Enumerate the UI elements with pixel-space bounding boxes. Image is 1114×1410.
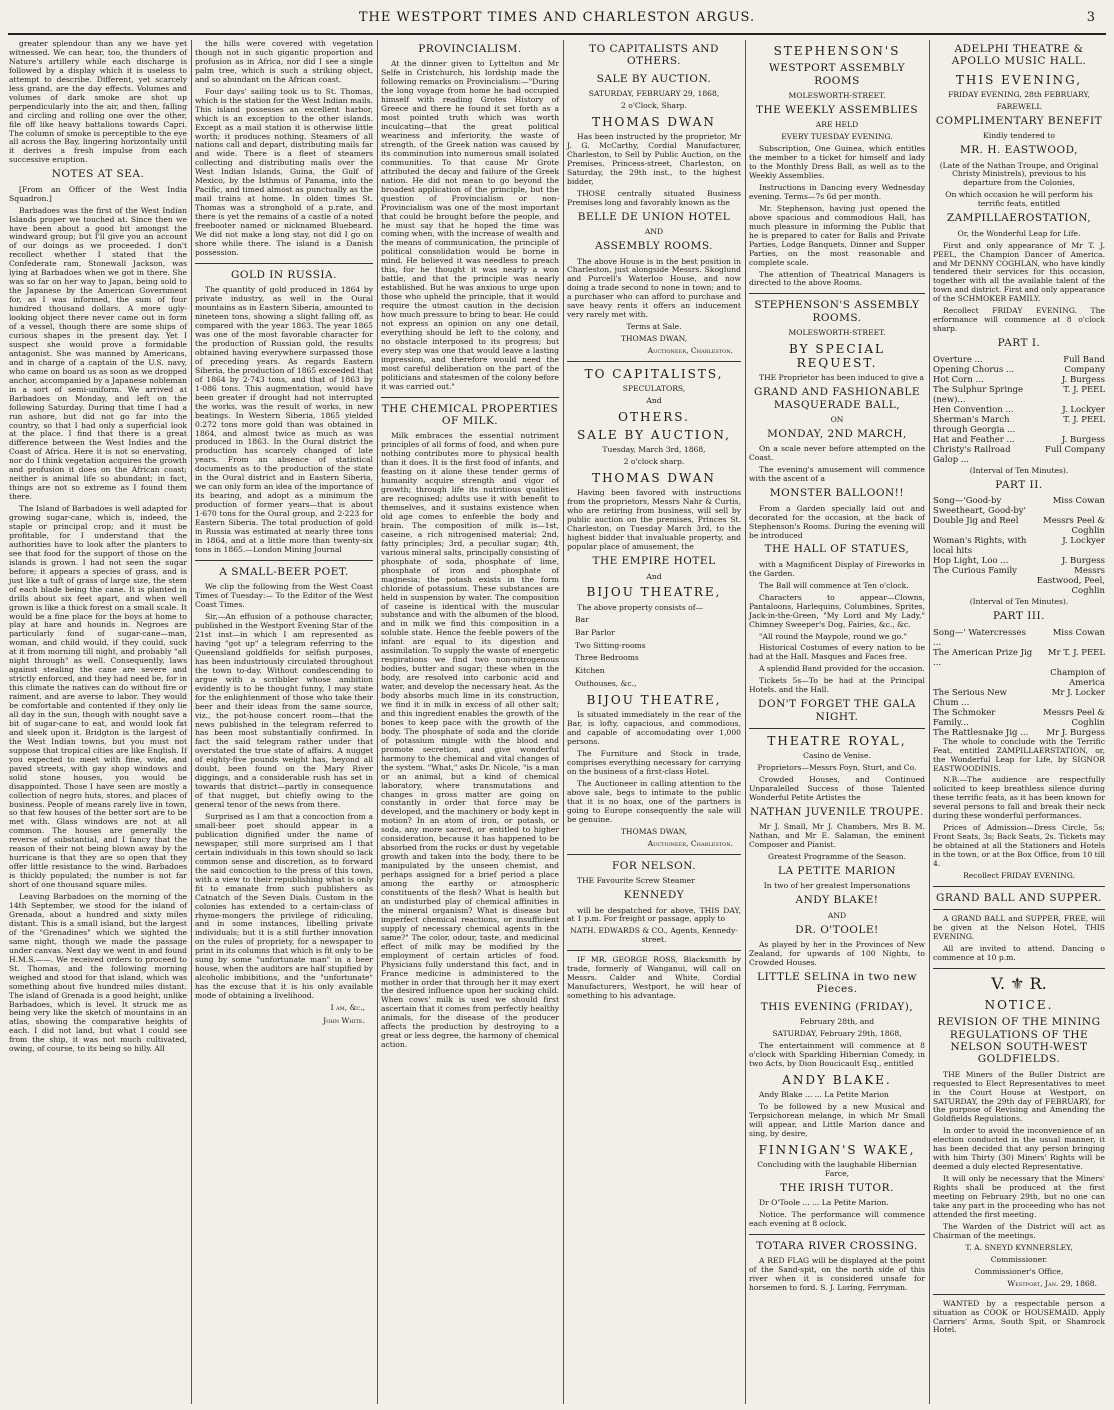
centered-line: AND xyxy=(644,227,664,237)
centered-line: On which occasion he will perform his terrific feats, entitled xyxy=(945,190,1093,209)
paragraph: In order to avoid the inconvenience of an election conducted in the usual manner, it has been decided that any person bringing with him Thirty (30) Miners' Rights will be deemed a duly elected Representative. xyxy=(933,1126,1105,1172)
section-rule xyxy=(381,397,559,398)
paragraph: On a scale never before attempted on the Coast. xyxy=(749,444,925,463)
programme-item: Hot Corn ... xyxy=(933,374,984,385)
programme-performer: Messrs Peel & Coghlin xyxy=(1043,707,1105,728)
programme-row xyxy=(933,556,1105,566)
programme-performer: J. Burgess xyxy=(1061,374,1105,385)
centered-line: Kindly tendered to xyxy=(983,131,1055,141)
section-rule xyxy=(567,361,741,362)
programme-row xyxy=(933,355,1105,365)
centered-line: Or, the Wonderful Leap for Life. xyxy=(957,228,1081,238)
paragraph: All are invited to attend. Dancing o‍‍‌ commence at 10 p.m. xyxy=(933,944,1105,963)
centered-line: THOMAS DWAN, xyxy=(620,334,688,344)
programme-item: The American Prize Jig ... xyxy=(933,647,1033,668)
programme-performer: Messrs Eastwood, Peel, Coghlin xyxy=(1036,566,1105,597)
programme-item: Opening Chorus ... xyxy=(933,364,1015,375)
programme-row xyxy=(933,365,1105,375)
paragraph: The Auctioneer in calling attention to the above sale, begs to intimate to the public that it is no hoax, one of the partners is going to Europe consequently the sale will be genuine. xyxy=(567,779,741,824)
centered-line: Casino de Venise. xyxy=(803,751,871,761)
paragraph: with a Magnificent Display of Fireworks in the Garden. xyxy=(749,559,925,578)
centered-line: ARE HELD xyxy=(815,120,859,130)
display-headline: THIS EVENING, xyxy=(955,72,1083,87)
signature-line: John White. xyxy=(323,1016,365,1026)
paragraph: Four days' sailing took us to St. Thomas, which is the station for the West Indian mails. This island possesses an excellent harbor, which is an exception to the other islands. Except as a mail station it is otherwise little worth; it produces nothing. Steamers of all nations call and depart, distributing mails far and wide. There is a fleet of steamers collecting and distributing mails over the West Indian Islands, Guina, the Gulf of Mexico, by the Isthmus of Panama, into the Pacific, and timed almost as punctually as the mail trains at home. In olden times St. Thomas was a stronghold of a p.rate, and there is yet the remains of a castle of a noted freebooter named or nicknamed Bluebeard. We did not make a long stay, not did I go on shore while there. The island is a Danish possession. xyxy=(195,86,373,257)
centered-line: Recollect FRIDAY EVENING. xyxy=(963,871,1075,881)
programme-performer: Company xyxy=(1064,364,1105,375)
paragraph: Instructions in Dancing every Wednesday evening. Terms—7s 6d per month. xyxy=(749,182,925,201)
paragraph: From a Garden specially laid out and decorated for the occasion, at the back of Stephenson's Rooms. During the evening will be introduced xyxy=(749,503,925,540)
programme-item: Overture ... xyxy=(933,354,983,365)
programme-performer: Champion of America xyxy=(1050,667,1105,688)
programme-performer: Miss Cowan xyxy=(1052,627,1105,638)
display-headline: THEATRE ROYAL, xyxy=(767,734,907,748)
paragraph: Dr O'Toole ... ... La Petite Marion. xyxy=(759,1198,889,1208)
programme-row xyxy=(933,668,1105,688)
list-item: Kitchen xyxy=(575,666,605,676)
centered-line: T. A. SNEYD KYNNERSLEY, xyxy=(965,1242,1073,1252)
headline: LA PETITE MARION xyxy=(778,865,896,878)
paragraph: Milk embraces the essential nutriment principles of all forms of food, and when pure nothing contributes more to physical health than it does. It is the first food of infants, and feasting on it alone these tender germs of humanity acquire strength and vigor of growth; through life its nutritious qualities are recognised; adults use it with benefit to themselves, and it sustains existence when old age comes to enfeeble the body and brain. The composition of milk is—1st, caseine, a rich nitrogenised material; 2nd, fatty principles; 3rd, a peculiar sugar; 4th, various mineral salts, principally consisting of phosphate of soda, phosphate of lime, phosphate of iron and phosphate of magnesia; the potash exists in the form chloride of potassium. These substances are held in suspension by water. The composition of caseine is identical with the muscular substance and with the albumen of the blood, and in milk we find this composition in a soluble state. Hence the feeble powers of the infant are equal to its digestion and assimilation. To supply the waste of energetic respirations we find two non-nitrogenous bodies, butter and sugar; these when in the body, are resolved into carbonic acid and water, and develop the necessary heat. As the body absorbs much lime in its construction, we find it in milk in excess of all other salt; and this ingredient enables the growth of the bones to keep pace with the growth of the body. The phosphate of soda and the cloride of potassium mingle with the blood and promote secretion, and give wonderful harmony to the chemical and vital changes of the system. "What," asks Dr. Nicole, "is a man or an animal, but a kind of chemical laboratory, where transmutations and changes in gross matter are going on constantly in order that force may be developed, and the machinery or body kept in motion? In an atom of iron, or potash, or soda, any more sacred, or entitled to higher consideration, because it has happened to be absorbed from the rocks or dust by vegetable growth and taken into the body, there to be manipulated by the unseen chemist, and perhaps assigned for a brief period a place among the earthy or atmospheric constituents of the flesh? What is health but an undisturbed play of chemical affinities in the mineral organism? What is disease but imperfect chemical reactions, or insufficient supply of necessary chemical agents in the same?" The color, odour, taste, and medicinal effect of milk may be modified by the employment of certain articles of food. Physicians fully understand this fact, and in France medicine is administered to the mother in order that through her it may exert the desired influence upon her sucking child. When cows' milk is used we should first ascertain that it comes from perfectly healthy animals, for the disease of the producer affects the production by destroying to a great or less degree, the harmony of chemical action. xyxy=(381,431,559,1050)
paragraph: the hills were covered with vegetation though not in such gigantic proportion and profusion as in Africa, nor did I see a single palm tree, which is such a striking object, and so abundant on the African coast. xyxy=(195,40,373,84)
paragraph: Tickets 5s—To be had at the Principal Hotels. and the Hall. xyxy=(749,676,925,695)
programme-performer: Messrs Peel & Coghlin xyxy=(1043,516,1105,537)
programme-row xyxy=(933,516,1105,536)
headline: PART I. xyxy=(997,337,1041,350)
paragraph: THE Miners of the Buller District are requested to Elect Representatives to meet in the Court House at Westport, on SATURDAY, the 29th day of FEBRUARY, for the purpose of Revising and Amending the Goldfields Regulations. xyxy=(933,1069,1105,1124)
programme-item: Double Jig and Reel xyxy=(933,516,1019,527)
paragraph: THE Proprietor has been induced to give a xyxy=(759,373,925,383)
signature-line: Westport, Jan. 29, 1868. xyxy=(1007,1278,1097,1288)
display-headline: THOMAS DWAN xyxy=(592,471,716,486)
headline: NATHAN JUVENILE TROUPE. xyxy=(749,805,924,818)
programme-item: The Sulphur Springe (new)... xyxy=(933,384,1024,405)
centered-line: And xyxy=(646,571,662,581)
paragraph: The Warden of the District will act as Chairman of the meetings. xyxy=(933,1221,1105,1240)
column-5 xyxy=(746,40,928,1404)
centered-line: AND xyxy=(827,910,847,920)
column-4 xyxy=(564,40,744,1404)
section-rule xyxy=(567,950,741,951)
paragraph: To be followed by a new Musical and Terpsichorean melange, in which Mr Small will appear, and Little Marion dance and sing, by desire, xyxy=(749,1102,925,1138)
headline: ANDY BLAKE! xyxy=(795,894,879,907)
list-item: Bar Parlor xyxy=(575,627,615,637)
programme-row xyxy=(933,536,1105,556)
headline: WESTPORT ASSEMBLY ROOMS xyxy=(768,62,906,87)
centered-line: FAREWELL xyxy=(996,101,1042,111)
paragraph: Is situated immediately in the rear of the Bar, is lofty, capacious, and commodious, and capable of accomodating over 1,000 persons. xyxy=(567,710,741,747)
paragraph: Characters to appear—Clowns, Pantaloons, Harlequins, Columbines, Sprites, Jack-in-the-Green, "My Lord and My Lady," Chimney Sweeper's Dog, Fairies, &c., &c. xyxy=(749,592,925,629)
headline: STEPHENSON'S ASSEMBLY ROOMS. xyxy=(754,299,920,324)
centered-line: SATURDAY, February 29th, 1868, xyxy=(772,1029,902,1039)
signature-line: Auctioneer, Charleston. xyxy=(647,346,733,356)
programme-performer: J. Burgess xyxy=(1061,556,1105,567)
paragraph: The attention of Theatrical Managers is directed to the above Rooms. xyxy=(749,269,925,288)
paragraph: As played by her in the Provinces of New Zealand, for upwards of 100 Nights, to Crowded Houses. xyxy=(749,940,925,968)
centered-line: February 28th, and xyxy=(799,1017,875,1027)
programme-row xyxy=(933,688,1105,708)
column-3 xyxy=(378,40,562,1404)
section-rule xyxy=(749,293,925,294)
masthead-title: THE WESTPORT TIMES AND CHARLESTON ARGUS. xyxy=(358,10,756,25)
paragraph: The Island of Barbadoes is well adapted for growing sugar-cane, which is, indeed, the staple or principal crop; and it must be profitable, for I understand that the authorities have to look after the planters to see that food for the support of those on the islands is grown. I had not seen the sugar before; it appears a species of grass, and is just like a tuft of grass of large size, the stem of each blade being the cane. It is planted in drills about six feet apart, and when well grown is like a thick forest on a small scale. It would be a fine place for the boys at home to play at hare and hounds in. Negroes are particularly fond of sugar-cane—man, woman, and child would, if they could, suck at it from morning till night, and probably "all night through" as well. Consequently, laws against stealing the cane are severe and strictly enforced, and they had need be, for in this climate the natives can do without fire or raiment, and are averse to labor. They would be comfortable and contented if they only lie all day in the sun, though with nought save a bit of sugar-cane to eat, and would look fat and sleek upon it. Bridgton is the largest of the West Indian towns, but you must not suppose that tropical cities are like English. If you expected to meet with fine, wide, and paved streets, with gay shop windows and solid stone houses, you would be disappointed. Those I have seen are mostly a collection of negro huts, stores, and places of business. People of means rarely live in town, so that few houses of the better sort are to be met with. Glass windows are not at all common. The houses are generally the reverse of substantial, and I fancy that the reason of their not being blown away by the hurricane is that they are so open that they offer little resistance to the wind. Barbadoes is thickly populated; the number is not far short of one thousand square miles. xyxy=(9,504,187,890)
programme-row xyxy=(933,708,1105,728)
paragraph: The whole to conclude with the Terrific Feat, entitled ZAMPILLAERSTATION, or, the Wonderful Leap for Life, by SIGNOR EASTWOODINIS. xyxy=(933,736,1105,773)
section-rule xyxy=(195,263,373,264)
paragraph: N.B.—The audience are respectfully solicited to keep breathless silence during these terrific feats, as it has been known for several persons to fall and break their neck during these wonderful performances. xyxy=(933,775,1105,821)
column-6 xyxy=(930,40,1108,1404)
headline: SALE BY AUCTION. xyxy=(596,72,712,85)
display-headline: BIJOU THEATRE, xyxy=(586,693,722,708)
headline: BELLE DE UNION HOTEL xyxy=(577,210,731,223)
programme-performer: J. Lockyer xyxy=(1062,536,1105,547)
royal-crest: V. ⚜ R. xyxy=(991,974,1047,994)
column-1 xyxy=(6,40,190,1404)
section-rule xyxy=(567,854,741,855)
programme-item: Woman's Rights, with local hits xyxy=(933,536,1027,557)
headline: THE CHEMICAL PROPERTIES OF MILK. xyxy=(381,402,559,428)
centered-line: MOLESWORTH-STREET. xyxy=(788,328,886,338)
programme-row xyxy=(933,435,1105,445)
list-item: Three Bedrooms xyxy=(575,653,639,663)
paragraph: "All round the Maypole, round we go." xyxy=(759,631,908,641)
display-headline: STEPHENSON'S xyxy=(773,44,901,58)
headline: REVISION OF THE MINING REGULATIONS OF THE NELSON SOUTH-WEST GOLDFIELDS. xyxy=(937,1016,1101,1066)
centered-line: THOMAS DWAN, xyxy=(620,826,688,836)
programme-performer: T. J. PEEL xyxy=(1063,384,1105,395)
centered-line: Greatest Programme of the Season. xyxy=(768,852,906,862)
headline: NOTES AT SEA. xyxy=(51,168,145,181)
paragraph: Recollect FRIDAY EVENING. The erformance will commence at 8 o'clock sharp. xyxy=(933,306,1105,334)
centered-line: 2 o'Clock, Sharp. xyxy=(621,101,687,111)
centered-line: 2 o'clock sharp. xyxy=(623,457,685,467)
centered-line: Tuesday, March 3rd, 1868, xyxy=(602,445,706,455)
programme-row xyxy=(933,496,1105,516)
headline: ASSEMBLY ROOMS. xyxy=(594,240,714,253)
headline: TO CAPITALISTS AND OTHERS. xyxy=(589,43,719,68)
programme-item: Hat and Feather ... xyxy=(933,434,1015,445)
paragraph: will be despatched for above, THIS DAY, at 1 p.m. For freight or passage, apply to xyxy=(567,905,741,924)
programme-performer: Mr J. Locker xyxy=(1051,687,1105,698)
programme-performer: Full Company xyxy=(1045,444,1105,455)
centered-line: And xyxy=(646,396,662,406)
headline: MONSTER BALLOON!! xyxy=(769,487,905,500)
centered-line: Commissioner's Office, xyxy=(974,1266,1064,1276)
centered-line: Commissioner. xyxy=(990,1254,1048,1264)
display-headline: FINNIGAN'S WAKE, xyxy=(758,1142,916,1157)
headline: MR. H. EASTWOOD, xyxy=(960,144,1078,157)
centered-line: (Late of the Nathan Troupe, and Original Christy Ministrels), previous to his departure from the Colonies, xyxy=(939,160,1099,188)
paragraph: Subscription, One Guinea, which entitles the member to a ticket for himself and lady to the Monthly Dress Ball, as well as to the Weekly Assemblies. xyxy=(749,144,925,180)
programme-item: Hen Convention ... xyxy=(933,404,1014,415)
headline: DR. O'TOOLE! xyxy=(795,923,879,936)
headline: THE HALL OF STATUES, xyxy=(764,543,910,556)
paragraph: WANTED by a respectable person a situation as COOK or HOUSEMAID. Apply Carriers' Arms, South Spit, or Shamrock Hotel. xyxy=(933,1298,1105,1335)
programme-item xyxy=(933,668,1033,688)
centered-line: NATH. EDWARDS & CO., Agents, Kennedy-street. xyxy=(570,926,738,945)
section-rule xyxy=(933,886,1105,887)
headline: THE IRISH TUTOR. xyxy=(780,1181,894,1194)
centered-line: MOLESWORTH-STREET. xyxy=(788,90,886,100)
centered-line: Concluding with the laughable Hibernian Farce, xyxy=(757,1159,917,1178)
programme-item: Hop Light, Loo ... xyxy=(933,556,1009,567)
paragraph: Prices of Admission—Dress Circle, 5s; Front Seats, 3s; Back Seats, 2s. Tickets may be obtained at all the Stationers and Hotels in the town, or at the Box Office, from 10 till 4. xyxy=(933,823,1105,869)
paragraph: Surprised as I am that a concoction from a small-beer poet should appear in a publication dignified under the name of newspaper, still more surprised am I that certain individuals in this town should so lack common sense and discretion, as to forward the said concoction to the press of this town, with a view to their republishing what is only fit to emanate from such publishers as Catnatch of the Seven Dials. Custom in the colonies has extended to a certain-class of rhyme-mongers the privilege of ridiculing, and in some instances, libelling private individuals; but it is a still further innovation on the rules of propriety, for a newspaper to print in its columns that which is fit only to be sung by some "unfortunate man" in a beer house, when the auditors are half stupified by alcoholic imbibitions, and the "unfortunate" has the excuse that it is his only available mode of obtaining a livelihood. xyxy=(195,812,373,1001)
signature-line: Auctioneer, Charleston. xyxy=(647,838,733,848)
paragraph: The above property consists of— xyxy=(577,602,704,612)
paragraph: IF MR. GEORGE ROSS, Blacksmith by trade, formerly of Wanganui, will call on Messrs. Calder and White, Cordial Manufacturers, Westport, he will hear of something to his advantage. xyxy=(567,955,741,1001)
headline: TOTARA RIVER CROSSING. xyxy=(756,1240,918,1253)
centered-line: Proprietors—Messrs Foyn, Sturt, and Co. xyxy=(757,763,917,773)
centered-line: EVERY TUESDAY EVENING. xyxy=(781,132,893,142)
headline: A SMALL-BEER POET. xyxy=(219,565,349,578)
paragraph: It will only be necessary that the Miners' Rights shall be produced at the first meeting on February 29th, but no one can take any part in the proceeding who has not attended the first meeting. xyxy=(933,1174,1105,1219)
programme-performer: Mr J. Burgess xyxy=(1046,727,1105,738)
paragraph: Andy Blake ... ... La Petite Marion xyxy=(759,1090,889,1100)
programme-performer: J. Burgess xyxy=(1061,434,1105,445)
display-headline: BIJOU THEATRE, xyxy=(586,585,722,600)
headline: MONDAY, 2ND MARCH, xyxy=(767,428,907,441)
display-headline: TO CAPITALISTS, xyxy=(584,367,724,382)
headline: PART II. xyxy=(995,478,1043,491)
list-item: Outhouses, &c., xyxy=(575,679,637,689)
running-head xyxy=(0,10,1114,32)
paragraph: A splendid Band provided for the occasion. xyxy=(759,664,925,674)
headline: COMPLIMENTARY BENEFIT xyxy=(935,114,1103,127)
programme-row xyxy=(933,628,1105,648)
headline: FOR NELSON. xyxy=(611,859,697,872)
display-headline: ANDY BLAKE. xyxy=(782,1072,892,1087)
list-item: Bar xyxy=(575,614,589,624)
section-rule xyxy=(749,728,925,729)
display-headline: SALE BY AUCTION, xyxy=(577,428,731,443)
programme-row xyxy=(933,445,1105,465)
centered-line: In two of her greatest Impersonations xyxy=(763,881,911,891)
centered-line: Terms at Sale. xyxy=(626,322,682,332)
paragraph: We clip the following from the West Coast Times of Tuesday:— To the Editor of the West Coast Times. xyxy=(195,582,373,610)
headline: LITTLE SELINA in two new Pieces. xyxy=(757,971,917,996)
headline: PART III. xyxy=(992,610,1046,623)
paragraph: The Furniture and Stock in trade, comprises everything necessary for carrying on the business of a first-class Hotel. xyxy=(567,749,741,777)
paragraph: Mr. Stephenson, having just opened the above spacious and commodious Hall, has much pleasure in informing the Public that he is prepared to cater for Balls and Private Parties, Lodge Banquets, Dinner and Supper Parties, on the most reasonable and complete scale. xyxy=(749,203,925,267)
headline: THE WEEKLY ASSEMBLIES xyxy=(755,103,919,116)
programme-item: Sherman's March through Georgia ... xyxy=(933,414,1016,435)
display-headline: THOMAS DWAN xyxy=(592,115,716,130)
centered-line: SPECULATORS, xyxy=(622,384,686,394)
programme-row xyxy=(933,648,1105,668)
paragraph: Notice. The performance will commence each evening at 8 oclock. xyxy=(749,1210,925,1229)
paragraph: Historical Costumes of every nation to be had at the Hall. Masques and Faces free. xyxy=(749,643,925,662)
paragraph: Crowded Houses, and Continued Unparalelled Success of those Talented Wonderful Petite Artistes the xyxy=(749,775,925,802)
section-rule xyxy=(933,1294,1105,1295)
centered-line: ON xyxy=(830,415,844,425)
paragraph: Barbadoes was the first of the West Indian Islands proper we touched at. Since then we have been about a good bit amongst the windward group; but I'll give you an account of our doings as we proceeded. I don't recollect whether I stated that the Confederate ram, Stonewall Jackson, was lying at Barbadoes when we got in there. She was so far on her way to Japan, being sold to the Japanese by the American Government for, as I was informed, the sum of four hundred thousand dollars. A more ugly-looking object there never came out in form of a vessel, though there are some ships of curious shapes in the present day. Yet I suspect she would prove a formidable antagonist. She was manned by Americans, and in charge of a captain of the U.S. navy, who came on board us as soon as we dropped anchor, accompanied by a Japanese nobleman in a sort of semi-uniform. We arrived at Barbadoes on Monday, and left on the following Saturday. During that time I had a run ashore, but did not go far into the country, so that I had only a superficial look at the place. I find that there is a great difference between the West Indies and the Coast of Africa. Here it is not so enervating, nor do I think vegetation acquires the growth and profusion it does on the African coast; neither is animal life so abundant; in fact, things are not so extreme as I found them there. xyxy=(9,205,187,502)
headline: ZAMPILLAEROSTATION, xyxy=(946,212,1092,225)
programme-item: The Curious Family xyxy=(933,566,1017,577)
programme-performer: T. J. PEEL xyxy=(1063,414,1105,425)
programme-row xyxy=(933,375,1105,385)
programme-item: The Serious New Chum ... xyxy=(933,687,1007,708)
paragraph: The quantity of gold produced in 1864 by private industry, as well in the Oural mountains as in Eastern Siberia, amounted to nineteen tons, showing a slight falling off, as compared with the year 1863. The year 1865 was one of the most favorable character for the production of Russian gold, the results obtained having everywhere surpassed those of preceding years. As regards Eastern Siberia, the production of 1865 exceeded that of 1864 by 2·743 tons, and that of 1863 by 1·086 tons. This augmentation, would have been greater if drought had not interrupted the works, was the result of works, in new beatings. In Western Siberia, 1865 yielded 0.272 tons more gold than was obtained in 1864, and almost twice as much as was produced in 1863. In the Oural district the production has scarcely changed of late years. From an absence of statistical documents as to the production of the state in the Oural district and in Eastern Siberia, we can only form an idea of the importance of its bearing, and adopt as a minimum the production of former years—that is about 1·670 tons for the Oural group, and 2·223 for Eastern Siberia. The total production of gold in Russia was estimated at nearly three tons in 1864, and at a little more than twenty-six tons in 1865.—London Mining Journal xyxy=(195,285,373,554)
headline: PROVINCIALISM. xyxy=(418,43,522,55)
programme-item: Song—'Good-by Sweetheart, Good-by' xyxy=(933,496,1026,517)
paragraph: First and only appearance of Mr T. J. PEEL, the Champion Dancer of America. and Mr DENNY COGHLAN, who have kindly tendered their services for this occasion, together with all the available talent of the town and district. First and only appearance of the SCHMOKER FAMILY. xyxy=(933,240,1105,304)
paragraph: Mr J. Small, Mr J. Chambers, Mrs B. M. Nathan, and Mr E. Salaman, the eminent Composer and Pianist. xyxy=(749,822,925,850)
headline: GOLD IN RUSSIA. xyxy=(231,268,337,281)
signature-line: I am, &c., xyxy=(330,1003,365,1013)
paragraph: Sir,—An effusion of a pothouse character, published in the Westport Evening Star of the 21st inst—in which I am represented as having "got up" a telegram referring to the Queensland goldfields for selfish purposes, has been industriously circulated throughout the town to-day. Without condescending to argue with a scribbler whose ambition evidently is to be thought funny, I may state for the enlightenment of those who take their beer and their ideas from the same source, viz., the pot-house concert room—that the news published in the telegram referred to has been most substantially confirmed. In fact the said telegram rather under that overstated the true state of affairs. A nugget of eighty-five pounds weight has, beyond all doubt, been found on the Mary River diggings, and a considerable rush has set in towards that district—partly in consequence of that nugget, but chiefly owing to the general tenor of the news from there. xyxy=(195,612,373,810)
paragraph: greater splendour than any we have yet witnessed. We can hear, too, the thunders of Nature's artillery while each discharge is followed by a display which it is useless to attempt to describe. Different, yet scarcely less grand, are the day effects. Volumes and volumes of dark smoke are shot up perpendicularly into the air, and then, falling and circling and rolling one over the other, file off like heavy battalions towards Capri. The column of smoke is perceptible to the eye all across the Bay, lingering horizontally until it derives a fresh impulse from each successive eruption. xyxy=(9,40,187,165)
centered-line: FRIDAY EVENING, 28th FEBRUARY, xyxy=(948,89,1090,99)
headline: ADELPHI THEATRE & APOLLO MUSIC HALL. xyxy=(951,43,1087,68)
display-headline: NOTICE. xyxy=(984,997,1054,1012)
paragraph: THOSE centrally situated Business Premises long and favorably known as the xyxy=(567,188,741,207)
programme-performer: J. Lockyer xyxy=(1062,404,1105,415)
display-headline: OTHERS. xyxy=(618,410,690,425)
programme-row xyxy=(933,415,1105,435)
section-rule xyxy=(933,909,1105,910)
programme-item: Song—' Watercresses ... xyxy=(933,627,1026,648)
headline: THIS EVENING (FRIDAY), xyxy=(760,1000,914,1013)
paragraph: Having been favored with instructions from the proprietors, Messrs Nahr & Curtis, who are retiring from business, will sell by public auction on the premises, Princes St. Charleston, on Tuesday March 3rd, to the highest bidder that invaluable property, and popular place of amusement, the xyxy=(567,488,741,552)
paragraph: At the dinner given to Lyttelton and Mr Selfe in Cristchurch, his lordship made the following remarks on Provincialism:—"During the long voyage from home he had occupied himself with reading Grotes History of Greece and there he found it set forth as a most pointed truth which was worth inculcating—that the great political weariness and inferiority, the waste of strength, of the Greek nation was caused by its comminution into numerous small isolated communities. To that cause Mr Grote attributed the decay and failure of the Greek nation. He did not mean to go beyond the broadest application of the principle, but the question of Provincialism or non-Provincialism was one of the most important that could be brought before the people, and he must say that he hoped the time was coming when, with the increase of wealth and the means of communication, the principle of political consolidation would be borne in mind. He believed it was needless to preach this, for he thought it was nearly a won battle, and that the principle was nearly established. But he was anxious to urge upon those who upheld the principle, that it would require the utmost caution in the decision how much pressure to bring to bear. He could not express an opinion on any one detail, everything should be left to the colony, and no obstacle interposed to its progress; but every step was one that would leave a lasting impression, and therefore would need the most careful deliberation on the part of the politicians and statesmen of the colony before it was carried out." xyxy=(381,59,559,391)
paragraph: A RED FLAG will be displayed at the point of the Sand-spit, on the north side of this river when it is considered unsafe for horsemen to ford. S. J. Loring, Ferryman. xyxy=(749,1256,925,1293)
top-rule xyxy=(8,33,1106,35)
programme-performer: Mr T. J. PEEL xyxy=(1047,647,1105,658)
headline: KENNEDY xyxy=(623,889,685,902)
programme-row xyxy=(933,566,1105,596)
programme-row xyxy=(933,405,1105,415)
section-rule xyxy=(749,1234,925,1235)
headline: GRAND BALL AND SUPPER. xyxy=(935,891,1102,904)
centered-line: (Interval of Ten Minutes). xyxy=(969,465,1069,475)
headline: DON'T FORGET THE GALA NIGHT. xyxy=(758,698,916,723)
centered-line: SATURDAY, FEBRUARY 29, 1868, xyxy=(588,89,720,99)
programme-item: Christy's Railroad Galop ... xyxy=(933,444,1011,465)
programme-item: The Rattlesnake Jig ... xyxy=(933,727,1029,738)
paragraph: The entertainment will commence at 8 o'clock with Sparkling Hibernian Comedy, in two Acts, by Dion Boucicault Esq., entitled xyxy=(749,1041,925,1068)
programme-performer: Full Band xyxy=(1063,354,1105,365)
paragraph: The evening's amusement will commence with the ascent of a xyxy=(749,465,925,484)
section-rule xyxy=(195,560,373,561)
paragraph: [From an Officer of the West India Squadron.] xyxy=(9,184,187,203)
paragraph: THE Favourite Screw Steamer xyxy=(577,876,695,886)
centered-line: (Interval of Ten Minutes). xyxy=(969,597,1069,607)
list-item: Two Sitting-rooms xyxy=(575,640,646,650)
page-number: 3 xyxy=(1086,10,1096,25)
programme-row xyxy=(933,385,1105,405)
column-2 xyxy=(192,40,376,1404)
paragraph: The above House is in the best position in Charleston, just alongside Messrs. Skoglund and Purcell's Waterloo House, and now doing a trade second to none in town; and to a purchaser who can afford to purchase and save heavy rents it offers an inducement very rarely met with. xyxy=(567,256,741,320)
programme-performer: Miss Cowan xyxy=(1052,496,1105,507)
paragraph: The Ball will commence at Ten o'clock. xyxy=(759,580,909,590)
paragraph: Leaving Barbadoes on the morning of the 14th September, we stood for the island of Grenada, about a hundred and sixty miles distant. This is a small island, but the largest of the "Grenadines" which we sighted the same night, though we made the passage under canvas. Next day we went in and found H.M.S.——. We received orders to proceed to St. Thomas, and the following morning weighed and stood for that island, which was something about five hundred miles distant. The island of Grenada is a good height, unlike Barbadoes, which is level. It struck me as being very like the sketch of mountains in an atlas, showing the comparative heights of each. I did not land, but what I could see from the ship, it was not much cultivated, owing, of course, to its being so hilly. All xyxy=(9,892,187,1054)
display-headline: BY SPECIAL REQUEST. xyxy=(789,342,885,371)
paragraph: Has been instructed by the proprietor, Mr J. G. McCarthy, Cordial Manufacturer, Charleston, to Sell by Public Auction, on the Premises, Princess-street, Charleston, on Saturday, the 29th inst., to the highest bidder, xyxy=(567,132,741,186)
headline: GRAND AND FASHIONABLE MASQUERADE BALL, xyxy=(753,386,921,411)
paragraph: A GRAND BALL and SUPPER, FREE, will be given at the Nelson Hotel, THIS EVENING. xyxy=(933,914,1105,942)
programme-item: The Schmoker Family... xyxy=(933,707,996,728)
headline: THE EMPIRE HOTEL xyxy=(592,555,716,568)
section-rule xyxy=(933,968,1105,969)
